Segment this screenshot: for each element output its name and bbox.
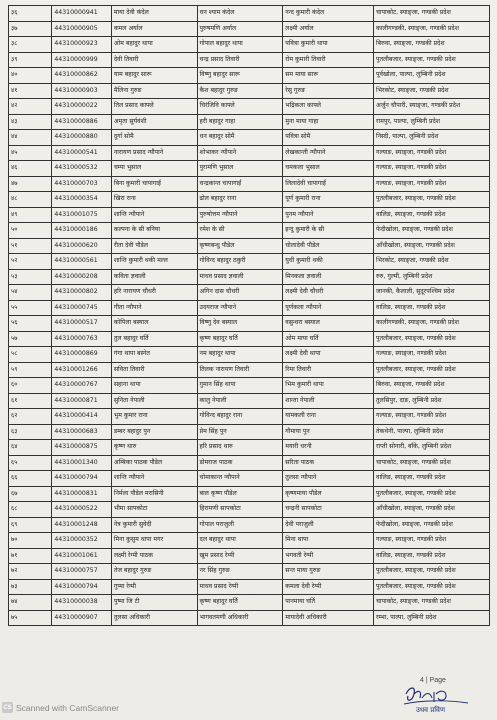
mother-name-cell: लक्ष्मी देवी चौधरी <box>283 285 374 301</box>
address-cell: भिरकोट, स्याङ्जा, गण्डकी प्रदेश <box>374 254 490 270</box>
mother-name-cell: भद्रिकला काफ्ले <box>283 99 374 115</box>
camscanner-watermark <box>2 702 119 713</box>
applicant-id-cell: 44310000831 <box>52 486 111 502</box>
applicant-id-cell: 44310000186 <box>52 223 111 239</box>
table-row <box>9 161 490 177</box>
table-row <box>9 486 490 502</box>
father-name-cell: विष्णु बहादुर सारू <box>197 68 283 84</box>
applicant-id-cell: 44310001075 <box>52 207 111 223</box>
serial-number-cell: ५८ <box>9 347 52 363</box>
applicant-id-cell: 44310000414 <box>52 409 111 425</box>
mother-name-cell: ओम माया घर्ति <box>283 331 374 347</box>
name-cell: तुल बहादुर घर्ति <box>111 331 197 347</box>
mother-name-cell: भगवती रेग्मी <box>283 548 374 564</box>
table-row <box>9 579 490 595</box>
father-name-cell: ढोल बहादुर राना <box>197 192 283 208</box>
table-row <box>9 502 490 518</box>
name-cell: अम्बिका पाठक पौडेल <box>111 455 197 471</box>
table-row <box>9 68 490 84</box>
address-cell: पुतलीबजार, स्याङ्जा, गण्डकी प्रदेश <box>374 564 490 580</box>
serial-number-cell: ६१ <box>9 393 52 409</box>
table-row <box>9 6 490 22</box>
mother-name-cell: नन्द कुमारी कंदेल <box>283 6 374 22</box>
father-name-cell: अगिन दास चौधरी <box>197 285 283 301</box>
table-row <box>9 21 490 37</box>
name-cell: नारायण प्रसाद न्यौपाने <box>111 145 197 161</box>
address-cell: फेदीखोला, स्याङ्जा, गण्डकी प्रदेश <box>374 517 490 533</box>
name-cell: अमृता सुर्यवंशी <box>111 114 197 130</box>
name-cell: दुर्गा सोमै <box>111 130 197 146</box>
table-row <box>9 610 490 626</box>
mother-name-cell: पानमाया घर्ति <box>283 595 374 611</box>
applicant-id-cell: 44310000683 <box>52 424 111 440</box>
table-row <box>9 548 490 564</box>
name-cell: लक्ष्मी रेग्मी पाठक <box>111 548 197 564</box>
name-cell: कविता ज्ञवाली <box>111 269 197 285</box>
table-row <box>9 83 490 99</box>
address-cell: फेदीखोला, स्याङ्जा, गण्डकी प्रदेश <box>374 223 490 239</box>
table-row <box>9 207 490 223</box>
mother-name-cell: सम माया सारू <box>283 68 374 84</box>
name-cell: तुलसा अधिकारी <box>111 610 197 626</box>
table-row <box>9 300 490 316</box>
serial-number-cell: ५९ <box>9 362 52 378</box>
father-name-cell: धन बहादुर सोमै <box>197 130 283 146</box>
roster-table <box>8 5 490 626</box>
applicant-id-cell: 44310000208 <box>52 269 111 285</box>
serial-number-cell: ७४ <box>9 595 52 611</box>
address-cell: वालिङ, स्याङ्जा, गण्डकी प्रदेश <box>374 207 490 223</box>
name-cell: ओम बहादुर थापा <box>111 37 197 53</box>
mother-name-cell: रेसु गुरुङ <box>283 83 374 99</box>
name-cell: तिल प्रसाद काफ्ले <box>111 99 197 115</box>
applicant-id-cell: 44310000517 <box>52 316 111 332</box>
applicant-id-cell: 44310000522 <box>52 502 111 518</box>
father-name-cell: कैश बहादुर गुरुङ <box>197 83 283 99</box>
table-row <box>9 192 490 208</box>
father-name-cell: बाल कृष्ण पौडेल <box>197 486 283 502</box>
table-row <box>9 37 490 53</box>
name-cell: चम्पा भुसाल <box>111 161 197 177</box>
table-row <box>9 254 490 270</box>
father-name-cell: माधव प्रसाद ज्ञवाली <box>197 269 283 285</box>
table-row <box>9 52 490 68</box>
mother-name-cell: गौमाया पुन <box>283 424 374 440</box>
father-name-cell: विष्णु देव बस्याल <box>197 316 283 332</box>
applicant-id-cell: 44310000745 <box>52 300 111 316</box>
mother-name-cell: चोलादेवी पौडेल <box>283 238 374 254</box>
mother-name-cell: मयारी धरनी <box>283 440 374 456</box>
father-name-cell: गोपाल बहादुर थापा <box>197 37 283 53</box>
applicant-id-cell: 44310000794 <box>52 579 111 595</box>
father-name-cell: चोमाकान्त न्यौपाने <box>197 471 283 487</box>
mother-name-cell: मिनकला ज्ञवाली <box>283 269 374 285</box>
father-name-cell: गुमान सिंह थापा <box>197 378 283 394</box>
serial-number-cell: ६७ <box>9 486 52 502</box>
applicant-id-cell: 44310000352 <box>52 533 111 549</box>
applicant-id-cell: 44310001266 <box>52 362 111 378</box>
applicant-id-cell: 44310000794 <box>52 471 111 487</box>
serial-number-cell: ४२ <box>9 99 52 115</box>
name-cell: मैलिना गुरुङ <box>111 83 197 99</box>
father-name-cell: तिलक नारायण तिवारी <box>197 362 283 378</box>
applicant-id-cell: 44310000875 <box>52 440 111 456</box>
serial-number-cell: ४७ <box>9 176 52 192</box>
father-name-cell: धन श्याम कंदेल <box>197 6 283 22</box>
name-cell: खिरा राना <box>111 192 197 208</box>
address-cell: निस्दी, पाल्पा, लुम्बिनी प्रदेश <box>374 130 490 146</box>
father-name-cell: कृष्णबन्धु पौडेल <box>197 238 283 254</box>
applicant-id-cell: 44310000999 <box>52 52 111 68</box>
table-row <box>9 564 490 580</box>
name-cell: सविता तिवारी <box>111 362 197 378</box>
mother-name-cell: लिलादेवी चापागाईं <box>283 176 374 192</box>
mother-name-cell: शान्ता नेपाली <box>283 393 374 409</box>
serial-number-cell: ४१ <box>9 83 52 99</box>
mother-name-cell: पुनम न्यौपाने <box>283 207 374 223</box>
applicant-id-cell: 44310000541 <box>52 145 111 161</box>
serial-number-cell: ५३ <box>9 269 52 285</box>
mother-name-cell: मायादेवी अधिकारी <box>283 610 374 626</box>
address-cell: चापाकोट, स्याङ्जा, गण्डकी प्रदेश <box>374 455 490 471</box>
applicant-id-cell: 44310000763 <box>52 331 111 347</box>
mother-name-cell: कृष्णमाया पौडेल <box>283 486 374 502</box>
father-name-cell: पुरुषोत्तम न्यौपाने <box>197 207 283 223</box>
name-cell: देवी तिवारी <box>111 52 197 68</box>
serial-number-cell: ५४ <box>9 285 52 301</box>
father-name-cell: गोविन्द बहादुर राना <box>197 409 283 425</box>
table-row <box>9 362 490 378</box>
mother-name-cell: चमकला भुसाल <box>283 161 374 177</box>
mother-name-cell: देवी पराजुली <box>283 517 374 533</box>
address-cell: पुतलीबजार, स्याङ्जा, गण्डकी प्रदेश <box>374 579 490 595</box>
name-cell: गंगा थापा बस्नेत <box>111 347 197 363</box>
address-cell: रुरु, गुल्मी, लुम्बिनी प्रदेश <box>374 269 490 285</box>
name-cell: कमल अर्याल <box>111 21 197 37</box>
name-cell: कल्पना के सी बनिया <box>111 223 197 239</box>
roster-body <box>9 6 490 626</box>
applicant-id-cell: 44310000802 <box>52 285 111 301</box>
address-cell: जानकी, कैलाली, सुदूरपश्चिम प्रदेश <box>374 285 490 301</box>
address-cell: पुतलीबजार, स्याङ्जा, गण्डकी प्रदेश <box>374 192 490 208</box>
father-name-cell: प्रेम सिंह पुन <box>197 424 283 440</box>
table-row <box>9 440 490 456</box>
applicant-id-cell: 44310000862 <box>52 68 111 84</box>
address-cell: चापाकोट, स्याङ्जा, गण्डकी प्रदेश <box>374 6 490 22</box>
mother-name-cell: मुना माया गाहा <box>283 114 374 130</box>
serial-number-cell: ४९ <box>9 207 52 223</box>
address-cell: गल्याङ, स्याङ्जा, गण्डकी प्रदेश <box>374 533 490 549</box>
table-row <box>9 471 490 487</box>
mother-name-cell: युधी कुमारी थकी <box>283 254 374 270</box>
father-name-cell: हरी बहादुर गाहा <box>197 114 283 130</box>
mother-name-cell: सन्त माया गुरुङ <box>283 564 374 580</box>
applicant-id-cell: 44310000022 <box>52 99 111 115</box>
address-cell: बिरुवा, स्याङ्जा, गण्डकी प्रदेश <box>374 37 490 53</box>
name-cell: शान्ति न्यौपाने <box>111 207 197 223</box>
father-name-cell: चन्द्र प्रसाद तिवारी <box>197 52 283 68</box>
father-name-cell: कालु नेपाली <box>197 393 283 409</box>
name-cell: शान्ति कुमारी थकी मल्ल <box>111 254 197 270</box>
address-cell: वालिङ, स्याङ्जा, गण्डकी प्रदेश <box>374 548 490 564</box>
page-number: 4 | Page <box>420 677 446 684</box>
address-cell: आँधीखोला, स्याङ्जा, गण्डकी प्रदेश <box>374 238 490 254</box>
serial-number-cell: ५१ <box>9 238 52 254</box>
table-row <box>9 114 490 130</box>
table-row <box>9 533 490 549</box>
serial-number-cell: ७० <box>9 533 52 549</box>
name-cell: मिना कुसुम थापा मगर <box>111 533 197 549</box>
signature-image <box>402 684 472 714</box>
father-name-cell: कृष्ण बहादुर घर्ति <box>197 595 283 611</box>
name-cell: पुष्पा जि टी <box>111 595 197 611</box>
applicant-id-cell: 44310000561 <box>52 254 111 270</box>
applicant-id-cell: 44310000767 <box>52 378 111 394</box>
father-name-cell: पुरामणि भुसाल <box>197 161 283 177</box>
father-name-cell: हिरामणी सापकोटा <box>197 502 283 518</box>
address-cell: आँधीखोला, स्याङ्जा, गण्डकी प्रदेश <box>374 502 490 518</box>
serial-number-cell: ७३ <box>9 579 52 595</box>
applicant-id-cell: 44310000886 <box>52 114 111 130</box>
serial-number-cell: ६४ <box>9 440 52 456</box>
address-cell: चापाकोट, स्याङ्जा, गण्डकी प्रदेश <box>374 595 490 611</box>
father-name-cell: डोमराज पाठक <box>197 455 283 471</box>
serial-number-cell: ५५ <box>9 300 52 316</box>
applicant-id-cell: 44310000923 <box>52 37 111 53</box>
mother-name-cell: लेखकान्ती न्यौपाने <box>283 145 374 161</box>
serial-number-cell: ४८ <box>9 192 52 208</box>
serial-number-cell: ४४ <box>9 130 52 146</box>
name-cell: तेज बहादुर गुरुङ <box>111 564 197 580</box>
name-cell: कोपिला बस्याल <box>111 316 197 332</box>
name-cell: भुम कुमार राना <box>111 409 197 425</box>
father-name-cell: शोभाकर न्यौपाने <box>197 145 283 161</box>
address-cell: अर्जुन चौपारी, स्याङ्जा, गण्डकी प्रदेश <box>374 99 490 115</box>
camscanner-logo-icon: CS <box>2 702 13 713</box>
address-cell: पूर्वखोला, पाल्पा, लुम्बिनी प्रदेश <box>374 68 490 84</box>
name-cell: भीमा सापकोटा <box>111 502 197 518</box>
address-cell: वालिङ, स्याङ्जा, गण्डकी प्रदेश <box>374 300 490 316</box>
mother-name-cell: लक्ष्मी अर्याल <box>283 21 374 37</box>
father-name-cell: भागवतमणी अधिकारी <box>197 610 283 626</box>
table-row <box>9 595 490 611</box>
serial-number-cell: ६२ <box>9 409 52 425</box>
applicant-id-cell: 44310001248 <box>52 517 111 533</box>
father-name-cell: चिरंजिवि काफ्ले <box>197 99 283 115</box>
mother-name-cell: पूर्णकला न्यौपाने <box>283 300 374 316</box>
address-cell: रामपुर, पाल्पा, लुम्बिनी प्रदेश <box>374 114 490 130</box>
table-row <box>9 223 490 239</box>
address-cell: कालीगण्डकी, स्याङ्जा, गण्डकी प्रदेश <box>374 21 490 37</box>
mother-name-cell: पवित्रा कुमारी थापा <box>283 37 374 53</box>
applicant-id-cell: 44310000757 <box>52 564 111 580</box>
mother-name-cell: सरिता पाठक <box>283 455 374 471</box>
serial-number-cell: ४३ <box>9 114 52 130</box>
table-row <box>9 285 490 301</box>
serial-number-cell: ६५ <box>9 455 52 471</box>
applicant-id-cell: 44310000871 <box>52 393 111 409</box>
address-cell: पुतलीबजार, स्याङ्जा, गण्डकी प्रदेश <box>374 331 490 347</box>
applicant-id-cell: 44310000880 <box>52 130 111 146</box>
address-cell: गल्याङ, स्याङ्जा, गण्डकी प्रदेश <box>374 176 490 192</box>
serial-number-cell: ४६ <box>9 161 52 177</box>
applicant-id-cell: 44310000703 <box>52 176 111 192</box>
applicant-id-cell: 44310000532 <box>52 161 111 177</box>
name-cell: गुप्मा रेग्मी <box>111 579 197 595</box>
address-cell: तेकथेनी, पाल्पा, लुम्बिनी प्रदेश <box>374 424 490 440</box>
applicant-id-cell: 44310000907 <box>52 610 111 626</box>
address-cell: पुतलीबजार, स्याङ्जा, गण्डकी प्रदेश <box>374 362 490 378</box>
serial-number-cell: ६९ <box>9 517 52 533</box>
father-name-cell: पुरुषमणि अर्याल <box>197 21 283 37</box>
serial-number-cell: ६० <box>9 378 52 394</box>
serial-number-cell: ७२ <box>9 564 52 580</box>
applicant-id-cell: 44310000354 <box>52 192 111 208</box>
father-name-cell: चन्द्रकान्त चापागाईं <box>197 176 283 192</box>
mother-name-cell: रोम कुमारी तिवारी <box>283 52 374 68</box>
address-cell: बिरुवा, स्याङ्जा, गण्डकी प्रदेश <box>374 378 490 394</box>
name-cell: निर्मला पौडेल मरासिनी <box>111 486 197 502</box>
table-row <box>9 378 490 394</box>
father-name-cell: हरि प्रसाद थारु <box>197 440 283 456</box>
applicant-id-cell: 44310001061 <box>52 548 111 564</box>
serial-number-cell: ६६ <box>9 471 52 487</box>
serial-number-cell: ५२ <box>9 254 52 270</box>
name-cell: बिना कुमारी चापागाईं <box>111 176 197 192</box>
applicant-id-cell: 44310000903 <box>52 83 111 99</box>
table-row <box>9 316 490 332</box>
mother-name-cell: तुलसा न्यौपाने <box>283 471 374 487</box>
name-cell: रीता देवी पौडेल <box>111 238 197 254</box>
table-row <box>9 99 490 115</box>
name-cell: नेत्र कुमारी सुवेदी <box>111 517 197 533</box>
table-row <box>9 269 490 285</box>
serial-number-cell: ४५ <box>9 145 52 161</box>
serial-number-cell: ७५ <box>9 610 52 626</box>
father-name-cell: उदयराज न्यौपाने <box>197 300 283 316</box>
table-row <box>9 347 490 363</box>
address-cell: गल्याङ, स्याङ्जा, गण्डकी प्रदेश <box>374 145 490 161</box>
name-cell: माया देवी कंदेल <box>111 6 197 22</box>
father-name-cell: नर सिंह गुरुङ <box>197 564 283 580</box>
address-cell: राप्ती सोनारी, बाँके, लुम्बिनी प्रदेश <box>374 440 490 456</box>
applicant-id-cell: 44310000038 <box>52 595 111 611</box>
mother-name-cell: रिमा तिवारी <box>283 362 374 378</box>
address-cell: गल्याङ, स्याङ्जा, गण्डकी प्रदेश <box>374 409 490 425</box>
table-row <box>9 455 490 471</box>
father-name-cell: दल बहादुर थापा <box>197 533 283 549</box>
applicant-id-cell: 44310000941 <box>52 6 111 22</box>
address-cell: कालीगण्डकी, स्याङ्जा, गण्डकी प्रदेश <box>374 316 490 332</box>
address-cell: पुतलीबजार, स्याङ्जा, गण्डकी प्रदेश <box>374 486 490 502</box>
applicant-id-cell: 44310000869 <box>52 347 111 363</box>
address-cell: रम्भा, पाल्पा, लुम्बिनी प्रदेश <box>374 610 490 626</box>
serial-number-cell: ३९ <box>9 52 52 68</box>
table-row <box>9 238 490 254</box>
applicant-id-cell: 44310000905 <box>52 21 111 37</box>
mother-name-cell: यामकली राना <box>283 409 374 425</box>
mother-name-cell: पूर्ण कुमारी राना <box>283 192 374 208</box>
serial-number-cell: ४० <box>9 68 52 84</box>
serial-number-cell: ५७ <box>9 331 52 347</box>
mother-name-cell: मिना थापा <box>283 533 374 549</box>
serial-number-cell: ७१ <box>9 548 52 564</box>
serial-number-cell: ३७ <box>9 21 52 37</box>
name-cell: डम्बर बहादुर पुन <box>111 424 197 440</box>
name-cell: शान्ति न्यौपाने <box>111 471 197 487</box>
father-name-cell: खुम प्रसाद रेग्मी <box>197 548 283 564</box>
mother-name-cell: चन्द्रनी सापकोटा <box>283 502 374 518</box>
table-row <box>9 517 490 533</box>
mother-name-cell: इन्दु कुमारी के सी <box>283 223 374 239</box>
mother-name-cell: पवित्रा सोमै <box>283 130 374 146</box>
applicant-id-cell: 44310001340 <box>52 455 111 471</box>
address-cell: पुतलीबजार, स्याङ्जा, गण्डकी प्रदेश <box>374 52 490 68</box>
name-cell: सहाना थापा <box>111 378 197 394</box>
table-row <box>9 130 490 146</box>
father-name-cell: गोविन्द बहादुर ठकुरी <box>197 254 283 270</box>
table-row <box>9 145 490 161</box>
mother-name-cell: कमला देवी रेग्मी <box>283 579 374 595</box>
name-cell: गीता न्यौपाने <box>111 300 197 316</box>
table-row <box>9 424 490 440</box>
serial-number-cell: ५६ <box>9 316 52 332</box>
address-cell: भिरकोट, स्याङ्जा, गण्डकी प्रदेश <box>374 83 490 99</box>
serial-number-cell: ६३ <box>9 424 52 440</box>
name-cell: हरि नारायण चौधरी <box>111 285 197 301</box>
serial-number-cell: ६८ <box>9 502 52 518</box>
mother-name-cell: भिम कुमारी थापा <box>283 378 374 394</box>
father-name-cell: नम बहादुर थापा <box>197 347 283 363</box>
name-cell: कृष्ण थारु <box>111 440 197 456</box>
serial-number-cell: ३६ <box>9 6 52 22</box>
table-row <box>9 176 490 192</box>
serial-number-cell: ५० <box>9 223 52 239</box>
father-name-cell: रमेश के सी <box>197 223 283 239</box>
father-name-cell: कृष्ण बहादुर घर्ति <box>197 331 283 347</box>
address-cell: गल्याङ, स्याङ्जा, गण्डकी प्रदेश <box>374 161 490 177</box>
watermark-text: Scanned with CamScanner <box>16 702 120 713</box>
name-cell: सुनिता नेपाली <box>111 393 197 409</box>
father-name-cell: गोपाल पराजुली <box>197 517 283 533</box>
father-name-cell: माधव प्रसाद रेग्मी <box>197 579 283 595</box>
address-cell: गल्याङ, स्याङ्जा, गण्डकी प्रदेश <box>374 347 490 363</box>
serial-number-cell: ३८ <box>9 37 52 53</box>
address-cell: तुलसिपुर, दाङ, लुम्बिनी प्रदेश <box>374 393 490 409</box>
applicant-id-cell: 44310000620 <box>52 238 111 254</box>
table-row <box>9 409 490 425</box>
mother-name-cell: लक्ष्मी देवी थापा <box>283 347 374 363</box>
name-cell: याम बहादुर सारू <box>111 68 197 84</box>
svg-text:उधव प्रविण: उधव प्रविण <box>416 706 446 714</box>
address-cell: वालिङ, स्याङ्जा, गण्डकी प्रदेश <box>374 471 490 487</box>
mother-name-cell: वसुन्धरा बस्याल <box>283 316 374 332</box>
table-row <box>9 331 490 347</box>
table-row <box>9 393 490 409</box>
